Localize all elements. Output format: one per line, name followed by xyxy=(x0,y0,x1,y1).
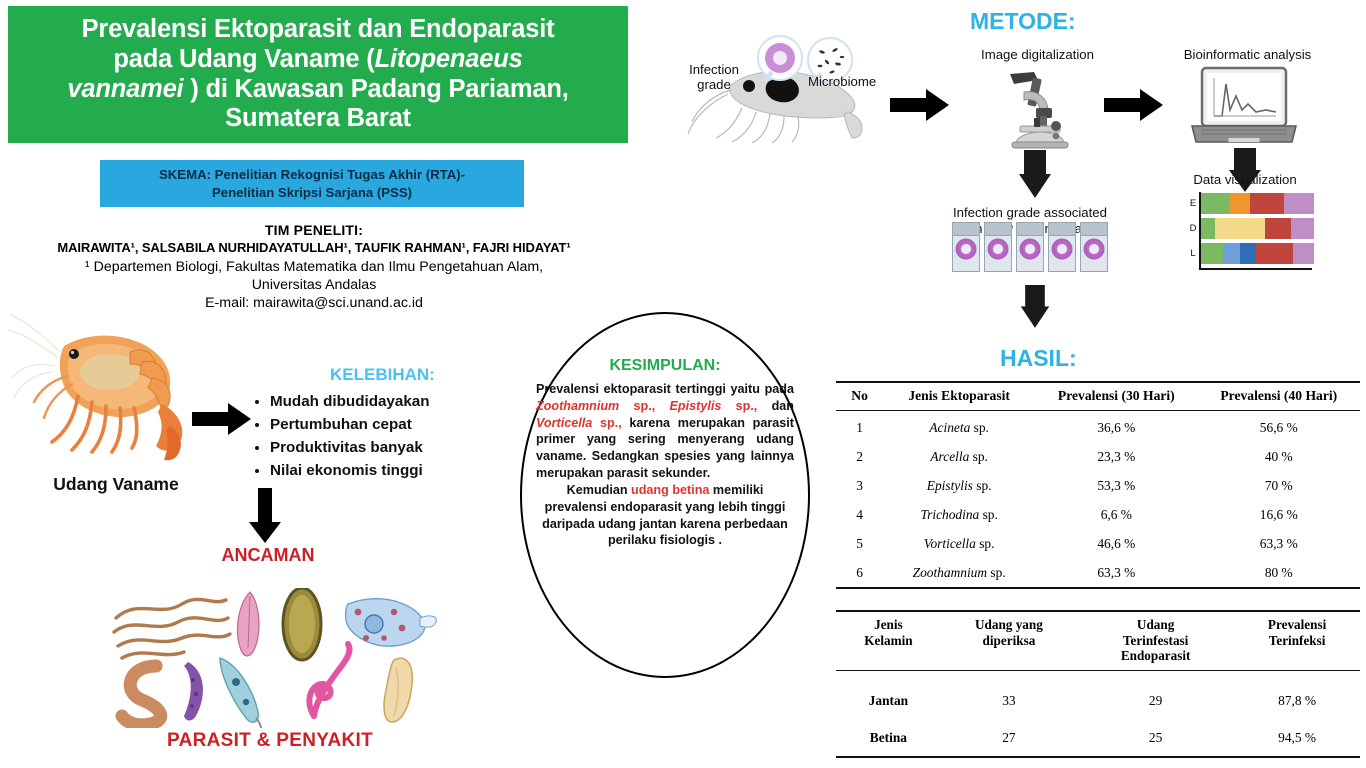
table-header-row xyxy=(836,611,1360,670)
label-image-digitalization: Image digitalization xyxy=(981,47,1094,62)
chart-row-label: E xyxy=(1189,197,1197,209)
vial xyxy=(1016,222,1044,272)
arrow-down-to-hasil xyxy=(1018,285,1052,340)
skema-text xyxy=(159,166,465,201)
species-suffix: sp. xyxy=(975,535,995,551)
cell-species xyxy=(883,413,1035,442)
research-team-block xyxy=(14,222,614,313)
title-line-3b: ) di Kawasan Padang Pariaman, xyxy=(183,74,569,103)
vial-cap xyxy=(953,223,979,236)
cell-prev40: 56,6 % xyxy=(1259,419,1298,435)
label-data-visualization: Data visualization xyxy=(1193,172,1297,187)
cell-no: 2 xyxy=(856,448,863,464)
arrow-right-method-2 xyxy=(1104,88,1164,127)
species-name: Epistylis xyxy=(926,477,973,493)
cell-no: 1 xyxy=(856,419,863,435)
list-item: • Pertumbuhan cepat xyxy=(270,414,512,436)
vial xyxy=(1048,222,1076,272)
species-name: Vorticella xyxy=(923,535,976,551)
skema-line-1: SKEMA: Penelitian Rekognisi Tugas Akhir (RTA)- xyxy=(158,167,466,183)
vial-cell xyxy=(1052,239,1073,260)
species-name: Zoothamnium xyxy=(912,564,988,580)
column-header-species: Jenis Ektoparasit xyxy=(883,382,1035,411)
cell-prev30: 63,3 % xyxy=(1035,558,1197,588)
kesimpulan-text xyxy=(536,381,794,549)
chart-row-label: D xyxy=(1189,222,1197,234)
vial-cap xyxy=(1017,223,1043,236)
cell-prev30: 46,6 % xyxy=(1097,535,1136,551)
column-header-prev30: Prevalensi (30 Hari) xyxy=(1035,382,1197,411)
label-infection-grade: Infection grade xyxy=(689,62,739,93)
column-header-no: No xyxy=(836,382,883,411)
column-header-infested xyxy=(1077,611,1234,670)
microscope-icon xyxy=(990,68,1082,150)
header-line-2: Kelamin xyxy=(864,632,913,648)
kelebihan-list xyxy=(252,391,512,483)
team-affiliation-line-1: ¹ Departemen Biologi, Fakultas Matematika dan Ilmu Pengetahuan Alam, xyxy=(84,259,544,275)
kesimpulan-conjunction: dan xyxy=(757,398,794,413)
cell-species xyxy=(883,558,1035,588)
vial-cap xyxy=(1049,223,1075,236)
chart-row-bars xyxy=(1200,218,1314,239)
cell-species xyxy=(883,442,1035,471)
table-row xyxy=(836,413,1360,442)
chart-row-label: L xyxy=(1190,247,1196,259)
kesimpulan-part-2: karena merupakan parasit primer yang sering menyerang udang vaname. Sedangkan spesies yang lainnya merupakan parasit sekunder. xyxy=(536,415,794,481)
arrow-down-to-threat xyxy=(248,488,282,549)
cell-no: 6 xyxy=(836,558,883,588)
team-email: E-mail: mairawita@sci.unand.ac.id xyxy=(205,295,423,312)
cell-prevalence: 87,8 % xyxy=(1278,692,1317,708)
header-line-2: Terinfestasi xyxy=(1122,632,1189,648)
arrow-right-method-1 xyxy=(890,88,950,127)
chart-segment xyxy=(1240,243,1256,264)
header-line-3: Endoparasit xyxy=(1120,648,1191,664)
label-bioinformatic-analysis: Bioinformatic analysis xyxy=(1183,47,1312,62)
chart-row-bars xyxy=(1200,243,1314,264)
team-affiliation xyxy=(14,258,614,294)
title-species-genus: Litopenaeus xyxy=(374,44,523,73)
kesimpulan-tail-block xyxy=(536,482,794,549)
cell-species xyxy=(883,471,1035,500)
title-line-1: Prevalensi Ektoparasit dan Endoparasit xyxy=(81,14,555,43)
vial xyxy=(952,222,980,272)
chart-segment xyxy=(1200,193,1230,214)
cell-no: 5 xyxy=(856,535,863,551)
team-affiliation-line-2: Universitas Andalas xyxy=(251,277,377,294)
table-row xyxy=(836,471,1360,500)
hasil-heading: HASIL: xyxy=(1000,345,1077,371)
cell-sex: Jantan xyxy=(868,692,909,708)
species-zoothamnium-suffix: sp., xyxy=(619,398,656,413)
laptop-icon xyxy=(1188,66,1300,150)
chart-row-bars xyxy=(1200,193,1314,214)
table-row xyxy=(836,500,1360,529)
chart-row xyxy=(1186,242,1314,264)
table-ektoparasit xyxy=(836,381,1360,589)
chart-segment xyxy=(1291,218,1314,239)
vial xyxy=(984,222,1012,272)
vial-cell xyxy=(988,239,1009,260)
chart-row xyxy=(1186,217,1314,239)
kesimpulan-part-1: Prevalensi ektoparasit tertinggi yaitu pada xyxy=(536,382,794,396)
kesimpulan-part-4: memiliki prevalensi endoparasit yang lebih tinggi daripada udang jantan karena perbedaan perilaku fisiologis . xyxy=(542,482,788,548)
chart-segment xyxy=(1256,243,1294,264)
species-name: Arcella xyxy=(930,448,970,464)
cell-species xyxy=(883,529,1035,558)
arrow-down-method-1 xyxy=(1018,150,1052,211)
chart-segment xyxy=(1200,243,1223,264)
header-line-1: Udang xyxy=(1136,617,1175,632)
title-species-epithet: vannamei xyxy=(67,74,184,103)
title-line-2a: pada Udang Vaname ( xyxy=(113,44,375,73)
species-epistylis-suffix: sp., xyxy=(721,398,758,413)
species-vorticella: Vorticella xyxy=(536,415,593,430)
data-visualization-chart xyxy=(1186,192,1314,270)
skema-line-2: Penelitian Skripsi Sarjana (PSS) xyxy=(211,184,413,200)
species-suffix: sp. xyxy=(970,419,989,435)
chart-segment xyxy=(1293,243,1314,264)
cell-infested: 25 xyxy=(1077,719,1234,757)
cell-prevalence: 94,5 % xyxy=(1234,719,1360,757)
table-row xyxy=(836,558,1360,588)
species-zoothamnium: Zoothamnium xyxy=(536,398,620,413)
species-suffix: sp. xyxy=(979,506,998,522)
title-line-4: Sumatera Barat xyxy=(225,104,411,133)
cell-prev40: 63,3 % xyxy=(1259,535,1298,551)
list-item: • Mudah dibudidayakan xyxy=(270,391,512,413)
shrimp-caption: Udang Vaname xyxy=(53,474,179,494)
column-header-examined xyxy=(941,611,1077,670)
ehp-vial-series xyxy=(952,222,1117,274)
vial xyxy=(1080,222,1108,272)
chart-segment xyxy=(1265,218,1291,239)
species-vorticella-suffix: sp., xyxy=(592,415,622,430)
team-authors: MAIRAWITA¹, SALSABILA NURHIDAYATULLAH¹, TAUFIK RAHMAN¹, FAJRI HIDAYAT¹ xyxy=(57,240,571,255)
cell-no: 4 xyxy=(856,506,863,522)
kesimpulan-part-3: Kemudian xyxy=(566,482,632,497)
chart-row xyxy=(1186,192,1314,214)
arrow-right-to-advantages xyxy=(192,402,252,441)
cell-prev40: 80 % xyxy=(1198,558,1360,588)
species-suffix: sp. xyxy=(987,564,1006,580)
chart-segment xyxy=(1223,243,1240,264)
metode-heading: METODE: xyxy=(970,8,1076,34)
label-microbiome: Microbiome xyxy=(808,74,877,89)
list-item: • Produktivitas banyak xyxy=(270,437,512,459)
poster-title-banner xyxy=(8,6,628,143)
table-row xyxy=(836,529,1360,558)
cell-prev40: 70 % xyxy=(1264,477,1293,493)
parasite-illustrations xyxy=(108,588,438,728)
table-row xyxy=(836,670,1360,719)
chart-segment xyxy=(1200,218,1215,239)
header-line-1: Prevalensi xyxy=(1267,617,1327,632)
column-header-sex xyxy=(836,611,941,670)
poster-title xyxy=(67,15,568,134)
vial-cell xyxy=(956,239,977,260)
vial-cap xyxy=(1081,223,1107,236)
column-header-prevalence xyxy=(1234,611,1360,670)
cell-prev30: 23,3 % xyxy=(1097,448,1136,464)
parasit-penyakit-label: PARASIT & PENYAKIT xyxy=(167,730,373,751)
kesimpulan-heading: KESIMPULAN: xyxy=(609,357,721,374)
species-name: Trichodina xyxy=(920,506,980,522)
cell-examined: 27 xyxy=(941,719,1077,757)
chart-segment xyxy=(1230,193,1251,214)
table-header-row xyxy=(836,382,1360,411)
vial-cell xyxy=(1020,239,1041,260)
chart-y-axis xyxy=(1199,192,1201,270)
chart-segment xyxy=(1250,193,1284,214)
cell-examined: 33 xyxy=(1002,692,1016,708)
table-row xyxy=(836,442,1360,471)
cell-sex: Betina xyxy=(836,719,941,757)
table-gender-prevalence xyxy=(836,610,1360,758)
skema-box xyxy=(100,160,524,207)
cell-infested: 29 xyxy=(1148,692,1163,708)
species-name: Acineta xyxy=(929,419,971,435)
label-ehp-line-1: Infection grade associated xyxy=(953,205,1107,220)
shrimp-photo xyxy=(2,300,192,470)
kesimpulan-highlight-female: udang betina xyxy=(631,482,710,497)
species-suffix: sp. xyxy=(969,448,988,464)
cell-prev30: 53,3 % xyxy=(1097,477,1136,493)
species-suffix: sp. xyxy=(972,477,992,493)
ancaman-label: ANCAMAN xyxy=(221,545,315,565)
chart-x-axis xyxy=(1200,268,1312,270)
chart-segment xyxy=(1215,218,1265,239)
team-heading: TIM PENELITI: xyxy=(264,222,364,238)
cell-species xyxy=(883,500,1035,529)
cell-prev30: 36,6 % xyxy=(1097,419,1136,435)
table-row xyxy=(836,719,1360,757)
header-line-1: Udang yang xyxy=(975,617,1043,632)
header-line-2: diperiksa xyxy=(982,632,1036,648)
vial-cap xyxy=(985,223,1011,236)
cell-prev40: 16,6 % xyxy=(1259,506,1298,522)
species-epistylis: Epistylis xyxy=(669,398,722,413)
cell-prev30: 6,6 % xyxy=(1100,506,1132,522)
list-item: • Nilai ekonomis tinggi xyxy=(270,460,512,482)
cell-no: 3 xyxy=(856,477,863,493)
column-header-prev40: Prevalensi (40 Hari) xyxy=(1198,382,1360,411)
chart-segment xyxy=(1284,193,1314,214)
header-line-2: Terinfeksi xyxy=(1268,632,1326,648)
kelebihan-heading: KELEBIHAN: xyxy=(330,365,435,384)
cell-prev40: 40 % xyxy=(1264,448,1293,464)
header-line-1: Jenis xyxy=(874,617,903,632)
vial-cell xyxy=(1084,239,1105,260)
